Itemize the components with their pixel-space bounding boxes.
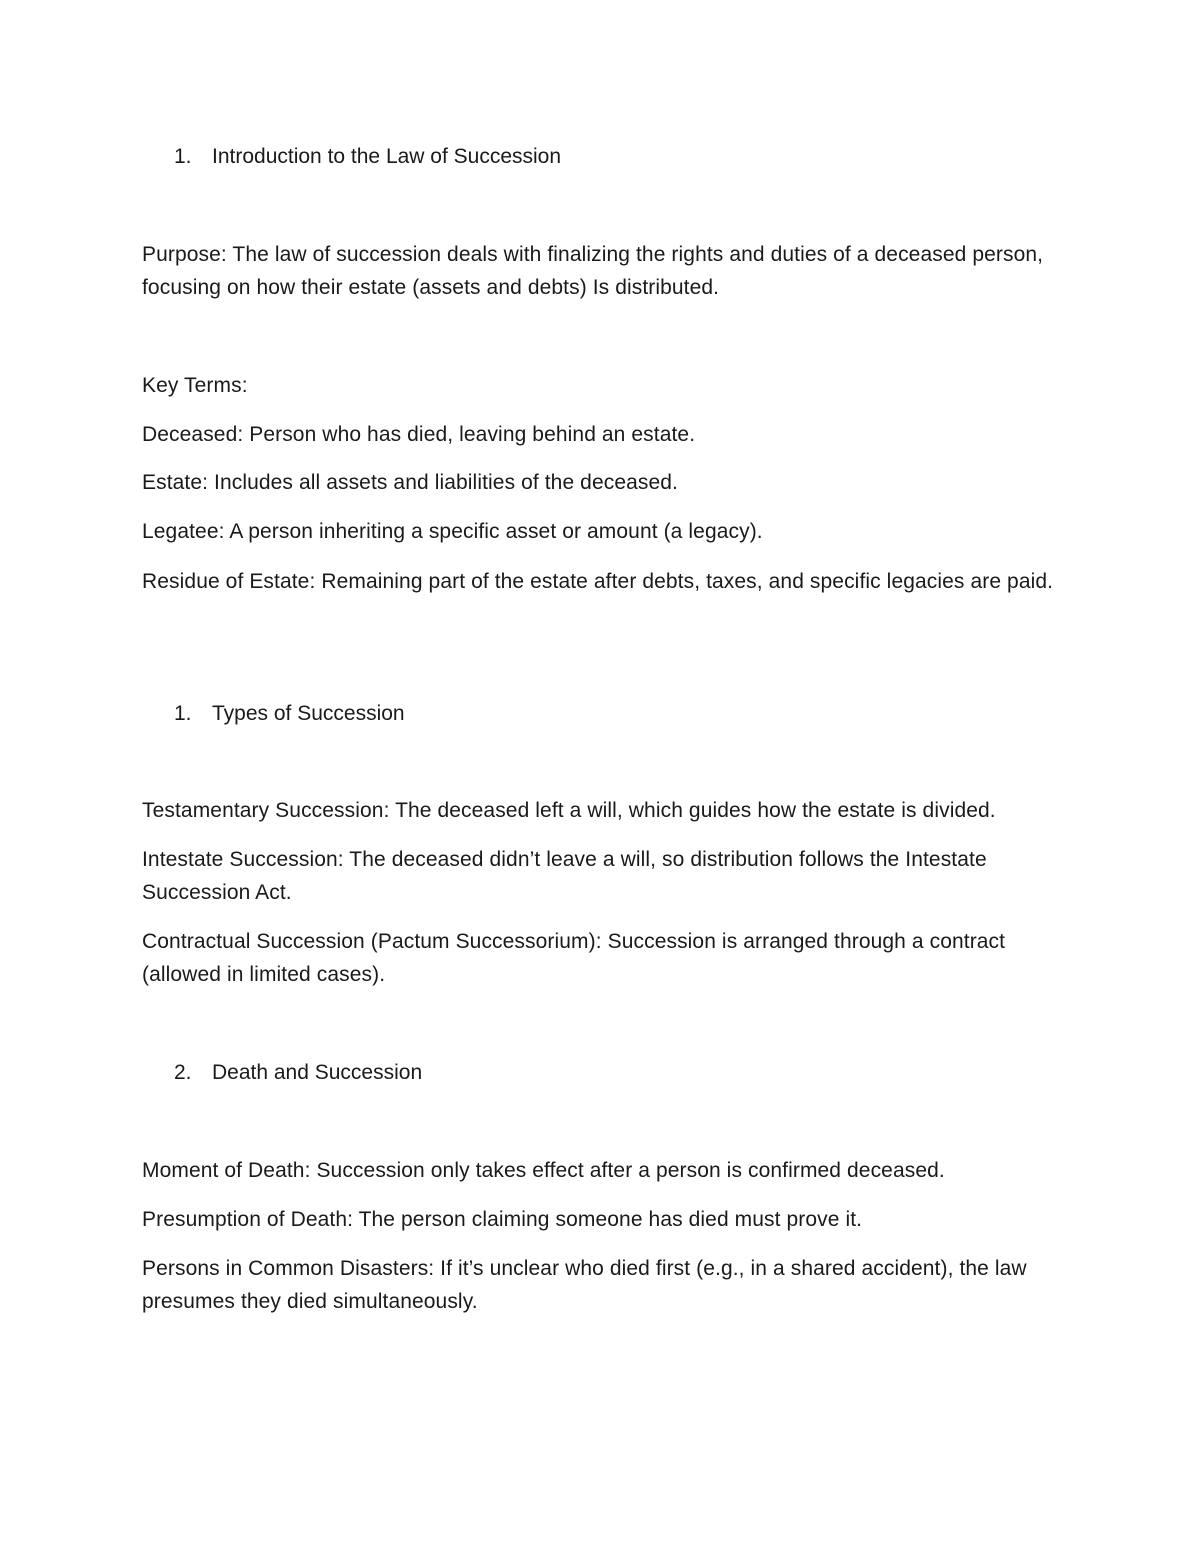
paragraph-intestate: Intestate Succession: The deceased didn’t leave a will, so distribution follows the Intestate Succession Act. [142, 848, 987, 904]
section-heading-introduction [174, 140, 561, 173]
section-title: Death and Succession [212, 1061, 423, 1084]
paragraph-residue: Residue of Estate: Remaining part of the estate after debts, taxes, and specific legacies are paid. [142, 570, 1054, 593]
section-number: 2. [174, 1061, 192, 1084]
paragraph-deceased: Deceased: Person who has died, leaving behind an estate. [142, 423, 696, 446]
section-heading-death [174, 1056, 422, 1089]
section-number: 1. [174, 702, 192, 725]
section-title: Introduction to the Law of Succession [212, 145, 562, 168]
paragraph-common-disasters: Persons in Common Disasters: If it’s unclear who died first (e.g., in a shared accident), the law presumes they died simultaneously. [142, 1257, 1027, 1313]
paragraph-estate: Estate: Includes all assets and liabilities of the deceased. [142, 471, 678, 494]
paragraph-testamentary: Testamentary Succession: The deceased left a will, which guides how the estate is divided. [142, 799, 996, 822]
paragraph-contractual: Contractual Succession (Pactum Successorium): Succession is arranged through a contract (allowed in limited cases). [142, 930, 1006, 986]
section-heading-types [174, 697, 405, 730]
section-number: 1. [174, 145, 192, 168]
paragraph-moment-of-death: Moment of Death: Succession only takes effect after a person is confirmed deceased. [142, 1159, 945, 1182]
paragraph-key-terms: Key Terms: [142, 374, 248, 397]
paragraph-legatee: Legatee: A person inheriting a specific asset or amount (a legacy). [142, 520, 763, 543]
paragraph-purpose: Purpose: The law of succession deals with finalizing the rights and duties of a deceased person, focusing on how their estate (assets and debts) Is distributed. [142, 243, 1044, 299]
section-title: Types of Succession [212, 702, 405, 725]
paragraph-presumption: Presumption of Death: The person claiming someone has died must prove it. [142, 1208, 863, 1231]
